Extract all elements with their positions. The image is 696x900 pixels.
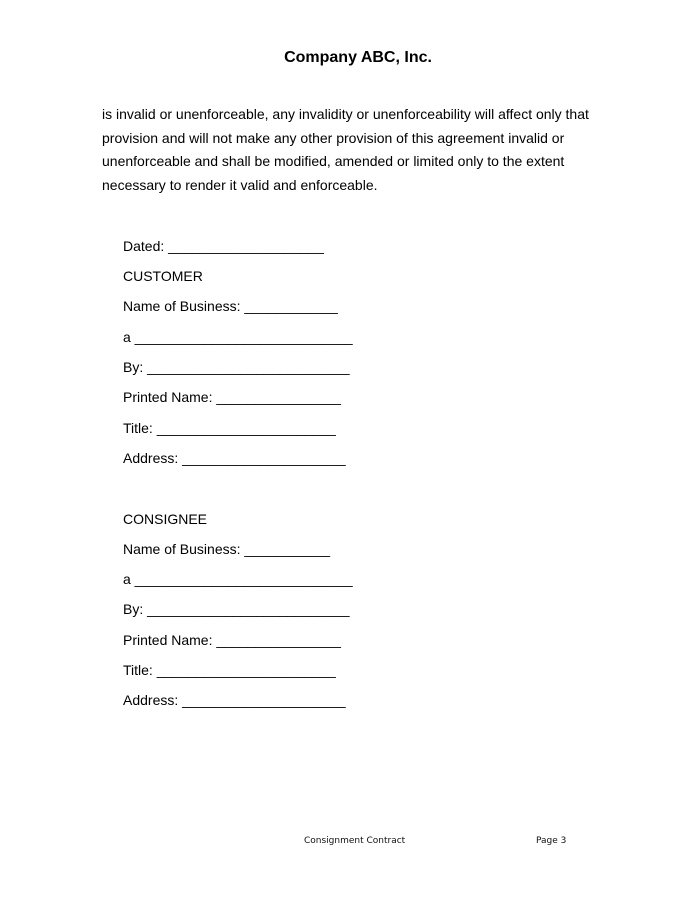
consignee-name-of-business-field: Name of Business: ___________ — [123, 541, 331, 557]
paragraph-line: provision and will not make any other provision of this agreement invalid or — [102, 129, 565, 146]
customer-title-field: Title: _______________________ — [123, 420, 336, 436]
company-title: Company ABC, Inc. — [284, 49, 432, 66]
footer-page-number: Page 3 — [536, 836, 567, 846]
consignee-address-field: Address: _____________________ — [123, 692, 346, 708]
consignee-by-field: By: __________________________ — [123, 601, 350, 617]
consignee-title-field: Title: _______________________ — [123, 662, 336, 678]
paragraph-line: necessary to render it valid and enforceable. — [102, 177, 378, 194]
customer-name-of-business-field: Name of Business: ____________ — [123, 298, 338, 314]
customer-printed-name-field: Printed Name: ________________ — [123, 389, 341, 405]
consignee-heading: CONSIGNEE — [123, 511, 208, 527]
paragraph-line: is invalid or unenforceable, any invalidity or unenforceability will affect only that — [102, 106, 589, 122]
dated-field: Dated: ____________________ — [123, 238, 324, 254]
customer-by-field: By: __________________________ — [123, 359, 350, 375]
consignee-entity-type-field: a ____________________________ — [123, 571, 353, 587]
footer-document-name: Consignment Contract — [304, 836, 406, 846]
customer-entity-type-field: a ____________________________ — [123, 329, 353, 345]
paragraph-line: unenforceable and shall be modified, amended or limited only to the extent — [102, 153, 565, 170]
consignee-printed-name-field: Printed Name: ________________ — [123, 632, 341, 648]
customer-heading: CUSTOMER — [123, 268, 203, 284]
severability-paragraph — [102, 103, 602, 198]
customer-address-field: Address: _____________________ — [123, 450, 346, 466]
